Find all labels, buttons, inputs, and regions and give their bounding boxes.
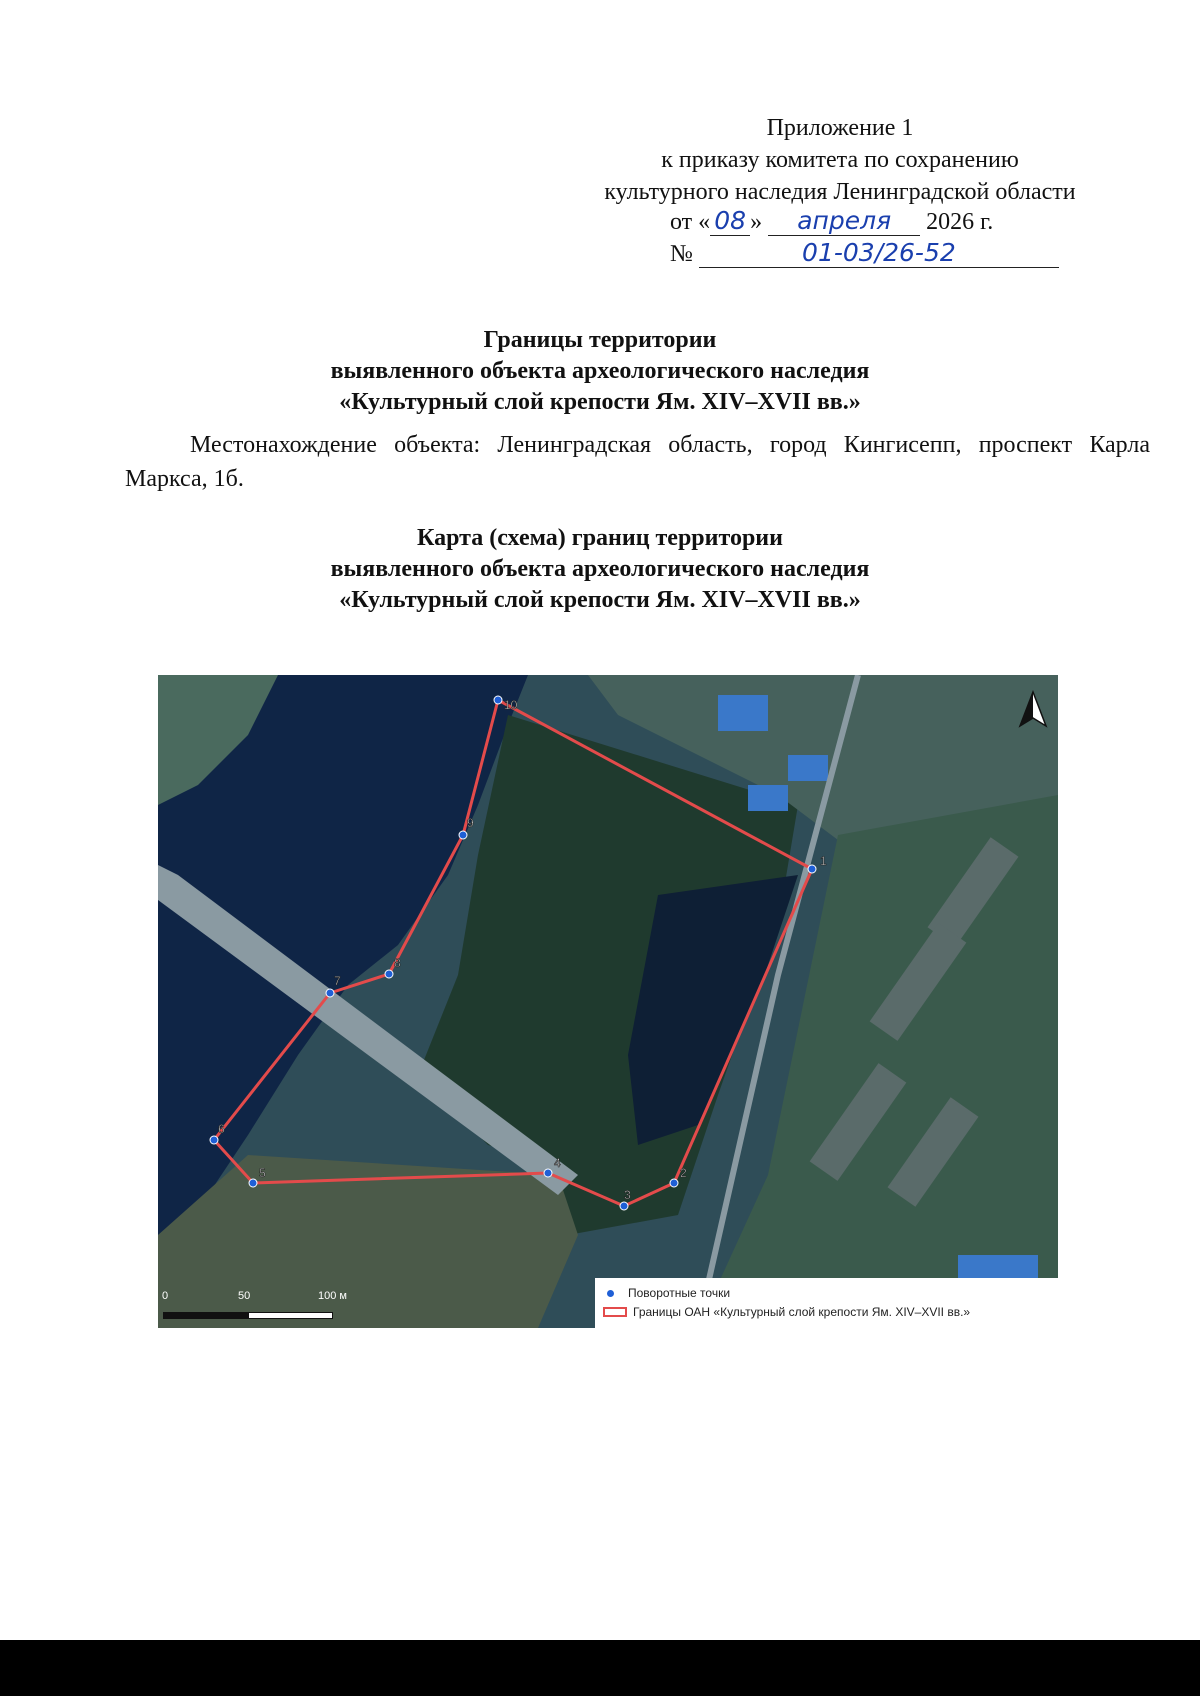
point-label-6: 6 (218, 1122, 225, 1136)
map-title-line-1: Карта (схема) границ территории (417, 525, 783, 551)
date-month-field (768, 208, 920, 236)
turning-point-7 (326, 989, 334, 997)
scale-bar-white-segment (248, 1312, 333, 1319)
legend-points-label: Поворотные точки (628, 1286, 731, 1300)
title-line-1: Границы территории (483, 327, 717, 353)
south-bank (158, 1155, 578, 1328)
number-field (699, 240, 1059, 268)
point-label-1: 1 (820, 854, 827, 868)
satellite-map (158, 675, 1058, 1328)
turning-point-1 (808, 865, 816, 873)
date-month-handwritten: апреля (797, 206, 892, 235)
date-prefix: от « (670, 209, 711, 235)
point-label-10: 10 (504, 698, 518, 712)
title-line-3: «Культурный слой крепости Ям. XIV–XVII вв.» (339, 389, 861, 415)
appendix-header (540, 112, 1140, 208)
point-label-2: 2 (680, 1166, 687, 1180)
appendix-line-1: Приложение 1 (766, 115, 914, 141)
map-title (0, 523, 1200, 616)
date-mid: » (750, 209, 763, 235)
map-title-line-2: выявленного объекта археологического наследия (330, 556, 870, 582)
date-day-handwritten: 08 (714, 206, 747, 235)
object-location: Местонахождение объекта: Ленинградская область, город Кингисепп, проспект Карла Маркса, 1б. (125, 432, 1150, 492)
point-label-5: 5 (259, 1166, 266, 1180)
turning-point-8 (385, 970, 393, 978)
appendix-line-2: к приказу комитета по сохранению (661, 147, 1019, 173)
blue-roof-3 (748, 785, 788, 811)
document-title (0, 325, 1200, 418)
turning-point-9 (459, 831, 467, 839)
number-prefix: № (670, 241, 693, 267)
turning-point-6 (210, 1136, 218, 1144)
legend-point-marker (607, 1290, 614, 1297)
date-year: 2026 г. (926, 209, 994, 235)
point-label-8: 8 (394, 956, 401, 970)
north-arrow-icon (1016, 690, 1050, 730)
legend-row-points (603, 1286, 730, 1300)
blue-roof-1 (718, 695, 768, 731)
turning-point-4 (544, 1169, 552, 1177)
turning-point-3 (620, 1202, 628, 1210)
order-date (670, 208, 993, 236)
scale-label-50: 50 (238, 1290, 251, 1302)
scan-bottom-border (0, 1640, 1200, 1696)
turning-point-10 (494, 696, 502, 704)
number-handwritten: 01-03/26-52 (802, 238, 956, 267)
map-svg (158, 675, 1058, 1328)
point-label-9: 9 (467, 816, 474, 830)
point-label-7: 7 (334, 974, 341, 988)
order-number (670, 240, 1059, 268)
scale-label-100: 100 м (318, 1290, 347, 1302)
scale-bar-black-segment (163, 1312, 248, 1319)
turning-point-2 (670, 1179, 678, 1187)
legend-boundary-marker (603, 1307, 627, 1317)
title-line-2: выявленного объекта археологического наследия (330, 358, 870, 384)
blue-roof-2 (788, 755, 828, 781)
legend-row-boundary (603, 1305, 970, 1319)
appendix-line-3: культурного наследия Ленинградской области (604, 179, 1076, 205)
scale-label-0: 0 (162, 1290, 169, 1302)
point-label-3: 3 (624, 1188, 631, 1202)
point-label-4: 4 (554, 1156, 561, 1170)
turning-point-5 (249, 1179, 257, 1187)
date-day-field (710, 208, 750, 236)
map-title-line-3: «Культурный слой крепости Ям. XIV–XVII вв.» (339, 587, 861, 613)
map-legend (595, 1278, 1058, 1328)
legend-boundary-label: Границы ОАН «Культурный слой крепости Ям. XIV–XVII вв.» (633, 1305, 971, 1319)
